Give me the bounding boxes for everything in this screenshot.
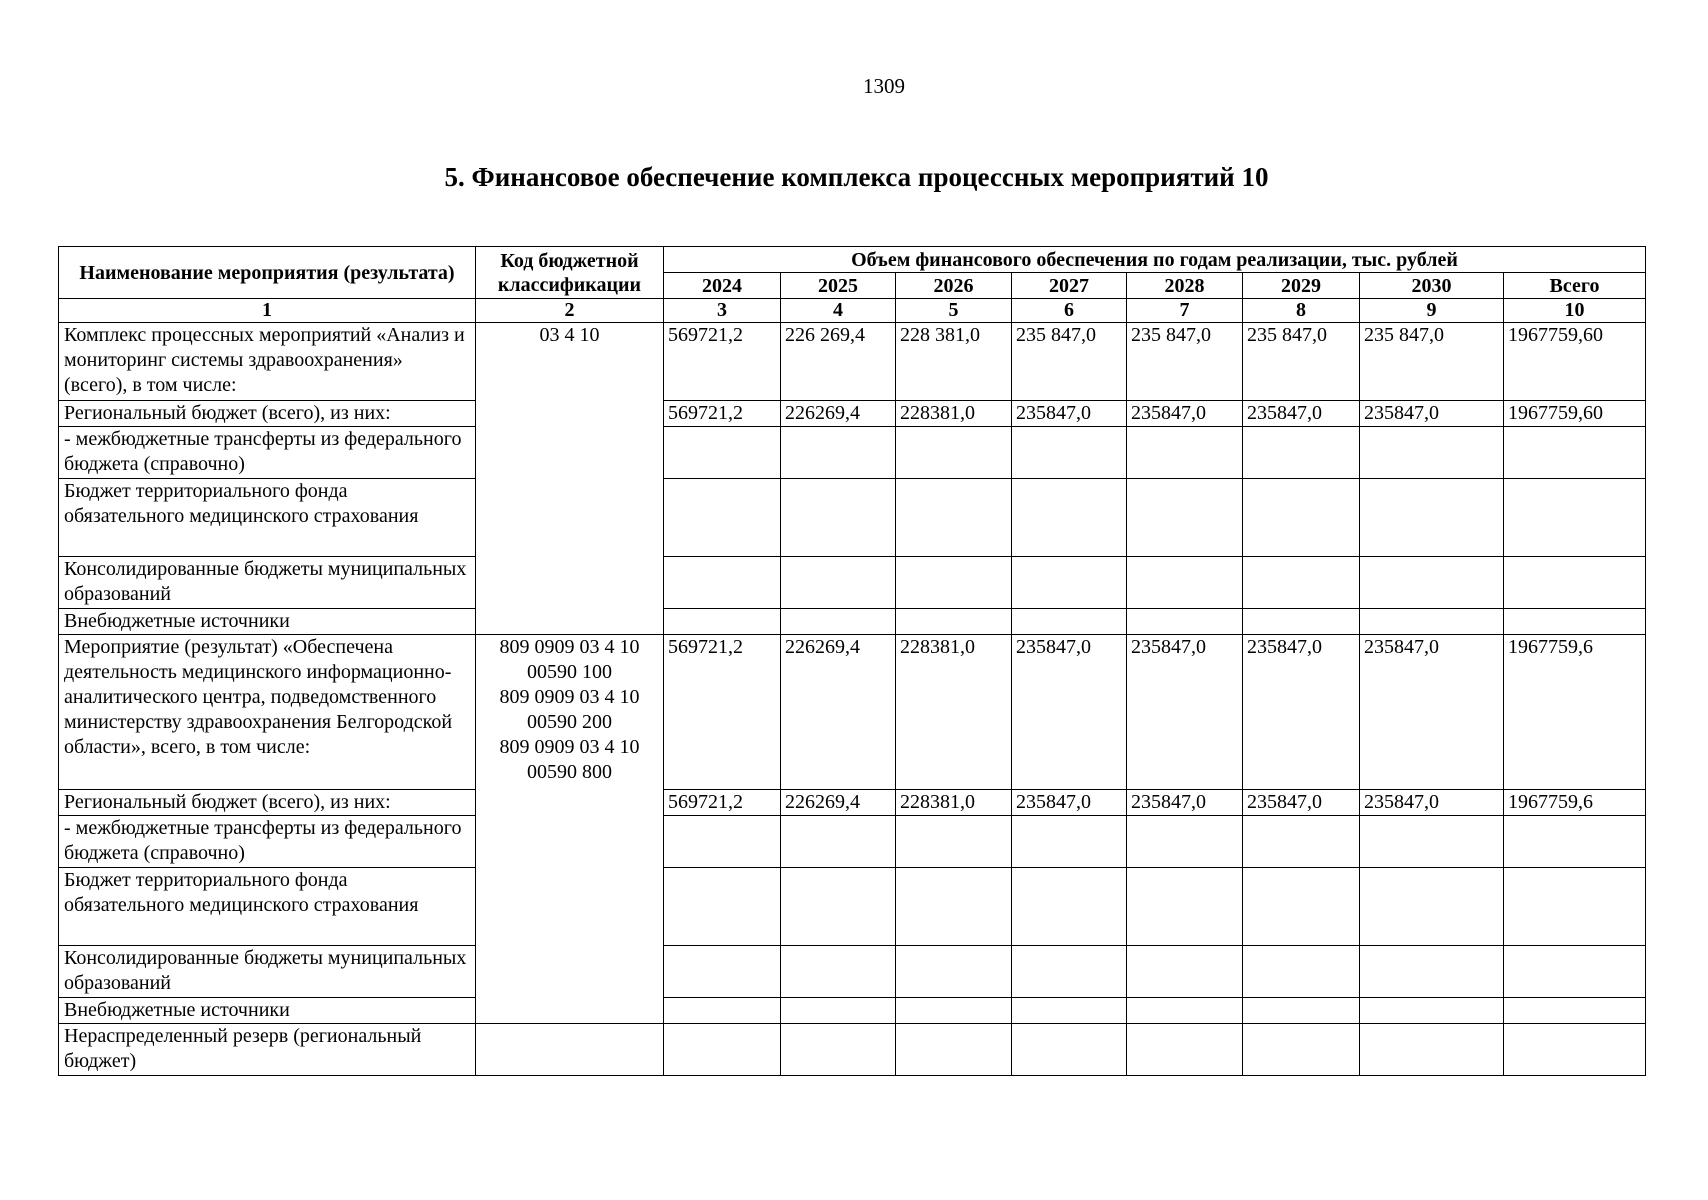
value-cell: 235847,0 bbox=[1243, 401, 1360, 427]
value-cell: 235847,0 bbox=[1012, 401, 1127, 427]
value-cell: 226269,4 bbox=[781, 401, 896, 427]
budget-code-line: 00590 800 bbox=[527, 761, 612, 783]
value-cell bbox=[1012, 1024, 1127, 1076]
value-cell bbox=[664, 1024, 781, 1076]
value-cell bbox=[1243, 427, 1360, 479]
header-year: 2025 bbox=[781, 273, 896, 299]
value-cell bbox=[1012, 998, 1127, 1024]
value-cell bbox=[664, 557, 781, 609]
value-cell bbox=[896, 609, 1012, 635]
value-cell bbox=[1012, 816, 1127, 868]
value-cell bbox=[781, 868, 896, 946]
value-cell: 235847,0 bbox=[1360, 790, 1504, 816]
value-cell bbox=[1360, 427, 1504, 479]
value-cell bbox=[1360, 479, 1504, 557]
value-cell bbox=[896, 868, 1012, 946]
value-cell bbox=[896, 557, 1012, 609]
table-row bbox=[59, 946, 1646, 998]
table-row bbox=[59, 401, 1646, 427]
value-cell bbox=[1127, 557, 1243, 609]
row-name: Внебюджетные источники bbox=[59, 998, 476, 1024]
value-total: 1967759,60 bbox=[1504, 323, 1646, 401]
row-name: Комплекс процессных мероприятий «Анализ и мониторинг системы здравоохранения» (всего), в том числе: bbox=[59, 323, 476, 401]
budget-code bbox=[476, 1024, 664, 1076]
row-name: Консолидированные бюджеты муниципальных образований bbox=[59, 946, 476, 998]
row-name: Нераспределенный резерв (региональный бюджет) bbox=[59, 1024, 476, 1076]
header-year: 2026 bbox=[896, 273, 1012, 299]
table-row bbox=[59, 816, 1646, 868]
value-cell bbox=[1127, 868, 1243, 946]
value-total bbox=[1504, 427, 1646, 479]
value-cell: 235847,0 bbox=[1012, 790, 1127, 816]
value-cell bbox=[1360, 1024, 1504, 1076]
budget-code-line: 809 0909 03 4 10 bbox=[499, 736, 640, 758]
value-total bbox=[1504, 868, 1646, 946]
value-cell bbox=[1243, 609, 1360, 635]
value-cell bbox=[1127, 479, 1243, 557]
value-total: 1967759,60 bbox=[1504, 401, 1646, 427]
value-cell bbox=[896, 816, 1012, 868]
value-cell: 228 381,0 bbox=[896, 323, 1012, 401]
value-cell bbox=[1127, 946, 1243, 998]
header-total: Всего bbox=[1504, 273, 1646, 299]
row-name: Бюджет территориального фонда обязательного медицинского страхования bbox=[59, 479, 476, 557]
header-year: 2028 bbox=[1127, 273, 1243, 299]
column-number: 9 bbox=[1360, 299, 1504, 323]
value-cell bbox=[1012, 557, 1127, 609]
value-total bbox=[1504, 998, 1646, 1024]
value-cell bbox=[664, 427, 781, 479]
column-number: 5 bbox=[896, 299, 1012, 323]
budget-code-line: 00590 100 bbox=[527, 661, 612, 683]
value-total bbox=[1504, 479, 1646, 557]
value-cell: 235 847,0 bbox=[1012, 323, 1127, 401]
value-cell bbox=[1127, 609, 1243, 635]
value-cell bbox=[781, 1024, 896, 1076]
value-cell bbox=[1127, 816, 1243, 868]
row-name: Региональный бюджет (всего), из них: bbox=[59, 790, 476, 816]
value-total bbox=[1504, 946, 1646, 998]
table-row bbox=[59, 323, 1646, 401]
value-cell: 569721,2 bbox=[664, 790, 781, 816]
value-cell bbox=[664, 946, 781, 998]
value-cell bbox=[781, 427, 896, 479]
value-cell: 228381,0 bbox=[896, 401, 1012, 427]
value-cell bbox=[1012, 427, 1127, 479]
value-cell bbox=[1127, 427, 1243, 479]
value-cell bbox=[1012, 609, 1127, 635]
header-year: 2030 bbox=[1360, 273, 1504, 299]
value-cell bbox=[1012, 479, 1127, 557]
value-cell bbox=[1243, 816, 1360, 868]
value-cell: 569721,2 bbox=[664, 323, 781, 401]
column-number: 2 bbox=[476, 299, 664, 323]
value-cell: 228381,0 bbox=[896, 635, 1012, 790]
value-cell bbox=[781, 998, 896, 1024]
value-cell bbox=[896, 427, 1012, 479]
column-number: 7 bbox=[1127, 299, 1243, 323]
value-cell: 235847,0 bbox=[1360, 401, 1504, 427]
value-cell: 235847,0 bbox=[1243, 635, 1360, 790]
table-row bbox=[59, 635, 1646, 790]
budget-code-line: 00590 200 bbox=[527, 711, 612, 733]
table-row bbox=[59, 609, 1646, 635]
value-cell: 235847,0 bbox=[1012, 635, 1127, 790]
value-cell bbox=[664, 816, 781, 868]
row-name: Бюджет территориального фонда обязательного медицинского страхования bbox=[59, 868, 476, 946]
value-cell bbox=[781, 609, 896, 635]
table-row bbox=[59, 790, 1646, 816]
column-number: 8 bbox=[1243, 299, 1360, 323]
table-row bbox=[59, 998, 1646, 1024]
value-cell: 235847,0 bbox=[1243, 790, 1360, 816]
value-cell bbox=[1243, 868, 1360, 946]
column-number: 10 bbox=[1504, 299, 1646, 323]
header-code: Код бюджетной классификации bbox=[476, 247, 664, 299]
value-cell bbox=[896, 1024, 1012, 1076]
value-total: 1967759,6 bbox=[1504, 790, 1646, 816]
value-cell bbox=[1012, 868, 1127, 946]
document-title: 5. Финансовое обеспечение комплекса процессных мероприятий 10 bbox=[444, 162, 1269, 192]
value-total bbox=[1504, 1024, 1646, 1076]
column-number: 3 bbox=[664, 299, 781, 323]
header-year: 2024 bbox=[664, 273, 781, 299]
value-cell bbox=[1360, 946, 1504, 998]
page-number: 1309 bbox=[863, 74, 905, 98]
value-cell: 235 847,0 bbox=[1127, 323, 1243, 401]
value-total bbox=[1504, 557, 1646, 609]
row-name: - межбюджетные трансферты из федерального бюджета (справочно) bbox=[59, 816, 476, 868]
value-cell bbox=[781, 816, 896, 868]
header-year: 2027 bbox=[1012, 273, 1127, 299]
value-cell: 226 269,4 bbox=[781, 323, 896, 401]
value-cell bbox=[1127, 998, 1243, 1024]
value-cell bbox=[1360, 868, 1504, 946]
table-row bbox=[59, 1024, 1646, 1076]
value-cell bbox=[664, 609, 781, 635]
value-total: 1967759,6 bbox=[1504, 635, 1646, 790]
budget-code-line: 809 0909 03 4 10 bbox=[499, 686, 640, 708]
column-number: 1 bbox=[59, 299, 476, 323]
header-name: Наименование мероприятия (результата) bbox=[59, 247, 476, 299]
value-cell: 226269,4 bbox=[781, 790, 896, 816]
value-cell bbox=[1360, 816, 1504, 868]
column-number: 4 bbox=[781, 299, 896, 323]
value-cell bbox=[1243, 1024, 1360, 1076]
value-total bbox=[1504, 816, 1646, 868]
value-cell bbox=[664, 479, 781, 557]
table-row bbox=[59, 427, 1646, 479]
row-name: Консолидированные бюджеты муниципальных образований bbox=[59, 557, 476, 609]
value-cell bbox=[1243, 998, 1360, 1024]
value-cell bbox=[781, 479, 896, 557]
row-name: Внебюджетные источники bbox=[59, 609, 476, 635]
value-cell: 235847,0 bbox=[1127, 790, 1243, 816]
table-row bbox=[59, 868, 1646, 946]
value-cell bbox=[781, 946, 896, 998]
value-cell bbox=[1360, 609, 1504, 635]
value-cell bbox=[664, 868, 781, 946]
value-cell: 235 847,0 bbox=[1360, 323, 1504, 401]
value-cell bbox=[1360, 998, 1504, 1024]
value-cell: 235 847,0 bbox=[1243, 323, 1360, 401]
value-cell: 569721,2 bbox=[664, 401, 781, 427]
row-name: Мероприятие (результат) «Обеспечена деятельность медицинского информационно-аналитического центра, подведомственного министерству здравоохранения Белгородской области», всего, в том числе: bbox=[59, 635, 476, 790]
value-cell bbox=[1360, 557, 1504, 609]
budget-code: 03 4 10 bbox=[476, 323, 664, 635]
value-cell: 235847,0 bbox=[1360, 635, 1504, 790]
row-name: - межбюджетные трансферты из федерального бюджета (справочно) bbox=[59, 427, 476, 479]
value-cell bbox=[781, 557, 896, 609]
value-cell: 235847,0 bbox=[1127, 401, 1243, 427]
value-cell bbox=[1243, 946, 1360, 998]
value-cell bbox=[1127, 1024, 1243, 1076]
value-cell: 235847,0 bbox=[1127, 635, 1243, 790]
budget-code bbox=[476, 635, 664, 1024]
value-cell bbox=[1243, 479, 1360, 557]
value-cell bbox=[664, 998, 781, 1024]
budget-code-line: 809 0909 03 4 10 bbox=[499, 636, 640, 658]
value-cell bbox=[1012, 946, 1127, 998]
value-cell bbox=[896, 479, 1012, 557]
financing-table bbox=[58, 246, 1646, 1076]
value-cell: 226269,4 bbox=[781, 635, 896, 790]
value-cell bbox=[896, 998, 1012, 1024]
value-cell: 569721,2 bbox=[664, 635, 781, 790]
row-name: Региональный бюджет (всего), из них: bbox=[59, 401, 476, 427]
table-row bbox=[59, 479, 1646, 557]
header-year: 2029 bbox=[1243, 273, 1360, 299]
value-total bbox=[1504, 609, 1646, 635]
value-cell bbox=[896, 946, 1012, 998]
value-cell: 228381,0 bbox=[896, 790, 1012, 816]
value-cell bbox=[1243, 557, 1360, 609]
table-row bbox=[59, 557, 1646, 609]
column-number: 6 bbox=[1012, 299, 1127, 323]
header-volume: Объем финансового обеспечения по годам реализации, тыс. рублей bbox=[664, 247, 1646, 273]
